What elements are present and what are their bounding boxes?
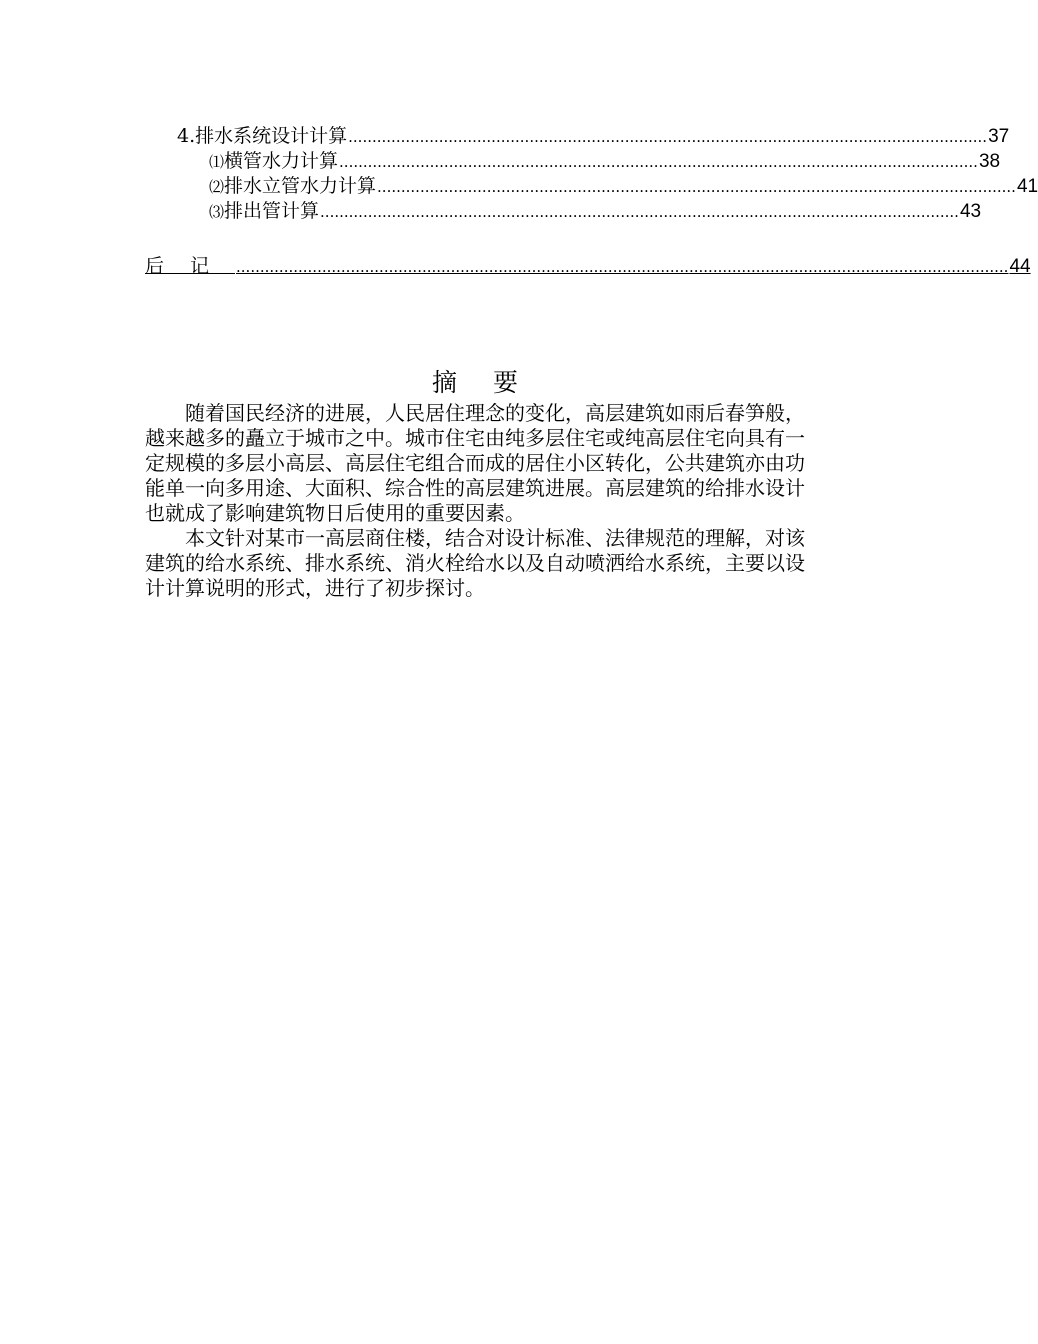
toc-entry-label: 4.排水系统设计计算 bbox=[177, 125, 348, 147]
toc-entry[interactable] bbox=[145, 174, 1038, 199]
toc-entry-label: 横管水力计算 bbox=[224, 150, 339, 172]
toc-entry[interactable] bbox=[145, 199, 982, 224]
toc-leader-dots: ...................................................................................................................................... bbox=[339, 153, 978, 171]
abstract-paragraph: 随着国民经济的进展，人民居住理念的变化，高层建筑如雨后春笋般，越来越多的矗立于城市之中。城市住宅由纯多层住宅或纯高层住宅向具有一定规模的多层小高层、高层住宅组合而成的居住小区转化，公共建筑亦由功能单一向多用途、大面积、综合性的高层建筑进展。高层建筑的给排水设计也就成了影响建筑物日后使用的重要因素。 bbox=[145, 401, 805, 525]
toc-entry-label: 排水立管水力计算 bbox=[224, 175, 377, 197]
toc-entry-page: 44 bbox=[1009, 256, 1031, 277]
toc-entry-page: 38 bbox=[978, 151, 1001, 172]
toc-entry-number: ⑵ bbox=[209, 178, 225, 196]
toc-entry-label: 排出管计算 bbox=[224, 200, 320, 222]
toc-entry-number: ⑴ bbox=[209, 153, 225, 171]
abstract-title: 摘要 bbox=[431, 368, 554, 397]
toc-leader-dots: ...................................................................................................................................... bbox=[348, 128, 988, 146]
toc-entry-page: 43 bbox=[959, 201, 982, 222]
toc-entry-page: 41 bbox=[1016, 176, 1038, 197]
toc-entry[interactable] bbox=[145, 149, 1001, 174]
toc-leader-dots: .................................................................................................................................................................. bbox=[236, 258, 1009, 276]
toc-leader-dots: ...................................................................................................................................... bbox=[320, 203, 959, 221]
toc-entry-label: 后记 bbox=[145, 255, 236, 277]
toc-leader-dots: ...................................................................................................................................... bbox=[377, 178, 1016, 196]
abstract-paragraph: 本文针对某市一高层商住楼，结合对设计标准、法律规范的理解，对该建筑的给水系统、排水系统、消火栓给水以及自动喷洒给水系统，主要以设计计算说明的形式，进行了初步探讨。 bbox=[145, 526, 805, 600]
abstract-section bbox=[145, 365, 805, 601]
toc-entry-page: 37 bbox=[988, 126, 1010, 147]
toc-entry-afterword[interactable] bbox=[145, 254, 1031, 279]
toc-entry[interactable] bbox=[145, 124, 1010, 149]
table-of-contents bbox=[145, 124, 1038, 279]
toc-entry-number: ⑶ bbox=[209, 203, 225, 221]
